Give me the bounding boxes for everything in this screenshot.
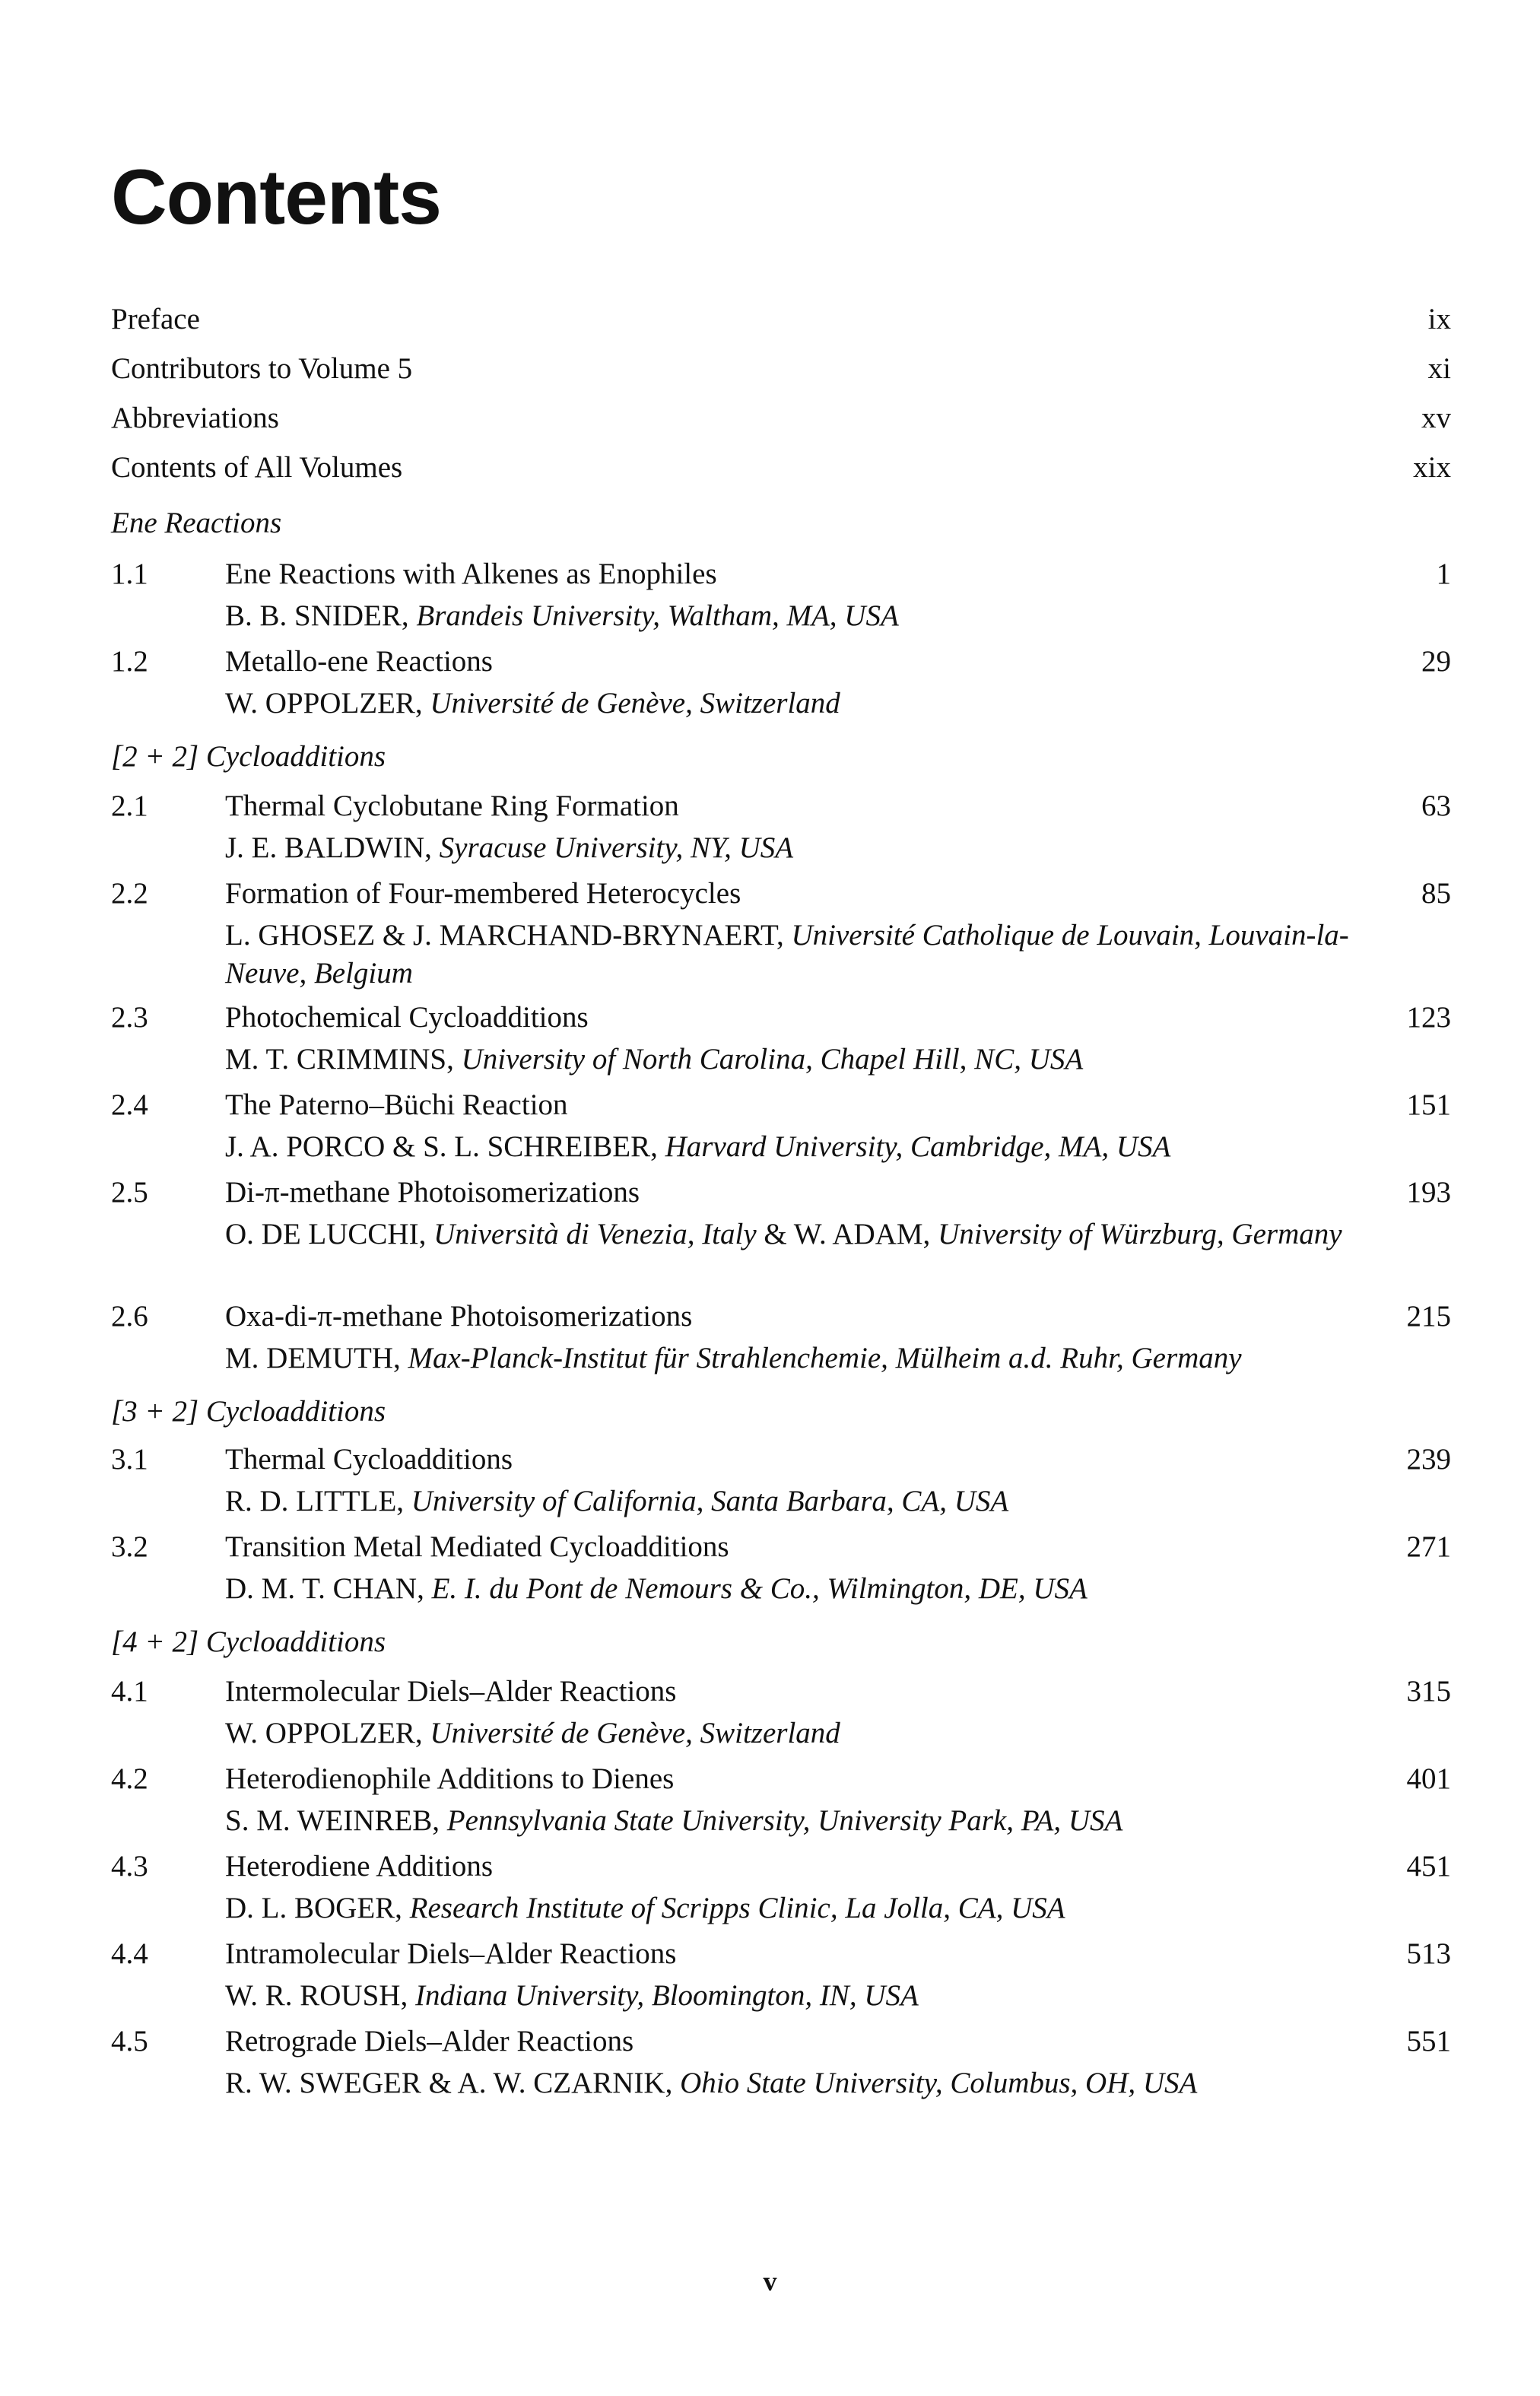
- author-names: M. T. CRIMMINS,: [225, 1043, 462, 1076]
- chapter-page: 85: [1421, 877, 1451, 910]
- author-names: W. OPPOLZER,: [225, 687, 430, 720]
- chapter-title: Ene Reactions with Alkenes as Enophiles: [225, 558, 717, 590]
- author-affiliation: University of North Carolina, Chapel Hill, NC, USA: [461, 1043, 1084, 1076]
- author-names: W. OPPOLZER,: [225, 1717, 430, 1749]
- chapter-title: Transition Metal Mediated Cycloadditions: [225, 1530, 729, 1563]
- author-names: R. W. SWEGER & A. W. CZARNIK,: [225, 2067, 681, 2099]
- chapter-number: 4.4: [111, 1937, 148, 1970]
- chapter-page: 63: [1421, 790, 1451, 822]
- toc-front-page: xv: [1421, 402, 1451, 434]
- author-names: L. GHOSEZ & J. MARCHAND-BRYNAERT,: [225, 919, 792, 952]
- author-names: J. A. PORCO & S. L. SCHREIBER,: [225, 1130, 665, 1163]
- toc-front-page: xi: [1427, 352, 1451, 385]
- chapter-number: 3.2: [111, 1530, 148, 1563]
- chapter-title: Retrograde Diels–Alder Reactions: [225, 2025, 634, 2058]
- chapter-authors: [225, 2064, 1411, 2102]
- chapter-title: Heterodienophile Additions to Dienes: [225, 1762, 675, 1795]
- author-names: W. R. ROUSH,: [225, 1979, 415, 2012]
- chapter-title: Thermal Cycloadditions: [225, 1443, 513, 1476]
- author-names: R. D. LITTLE,: [225, 1485, 411, 1517]
- chapter-authors: [225, 1714, 1411, 1753]
- author-affiliation: Indiana University, Bloomington, IN, USA: [414, 1979, 919, 2012]
- toc-section-heading: [2 + 2] Cycloadditions: [111, 740, 386, 773]
- chapter-authors: [225, 1041, 1411, 1079]
- chapter-authors: [225, 1977, 1411, 2015]
- author-affiliation: Research Institute of Scripps Clinic, La Jolla, CA, USA: [409, 1892, 1065, 1924]
- chapter-number: 2.4: [111, 1088, 148, 1121]
- chapter-page: 151: [1406, 1088, 1451, 1121]
- toc-front-label: Abbreviations: [111, 402, 279, 434]
- chapter-page: 551: [1406, 2025, 1451, 2058]
- chapter-page: 513: [1406, 1937, 1451, 1970]
- chapter-authors: [225, 1802, 1411, 1840]
- chapter-title: Thermal Cyclobutane Ring Formation: [225, 790, 679, 822]
- chapter-page: 123: [1406, 1001, 1451, 1034]
- toc-front-item[interactable]: [111, 304, 1451, 334]
- chapter-authors: [225, 1215, 1411, 1254]
- toc-front-item[interactable]: [111, 453, 1451, 482]
- author-affiliation: Harvard University, Cambridge, MA, USA: [665, 1130, 1171, 1163]
- author-names: S. M. WEINREB,: [225, 1804, 447, 1837]
- chapter-page: 1: [1436, 558, 1451, 590]
- chapter-number: 3.1: [111, 1443, 148, 1476]
- chapter-page: 193: [1406, 1176, 1451, 1209]
- chapter-authors: [225, 829, 1411, 867]
- chapter-page: 239: [1406, 1443, 1451, 1476]
- author-affiliation: University of Würzburg, Germany: [938, 1218, 1342, 1250]
- author-affiliation: Ohio State University, Columbus, OH, USA: [680, 2067, 1198, 2099]
- toc-front-label: Contents of All Volumes: [111, 451, 403, 484]
- toc-front-page: ix: [1427, 303, 1451, 335]
- toc-section-heading: [4 + 2] Cycloadditions: [111, 1625, 386, 1658]
- author-affiliation: Université Catholique de Louvain, Louvain-la-Neuve, Belgium: [225, 919, 1349, 990]
- toc-front-label: Contributors to Volume 5: [111, 352, 413, 385]
- chapter-authors: [225, 1570, 1411, 1608]
- chapter-number: 2.6: [111, 1300, 148, 1333]
- chapter-number: 1.1: [111, 558, 148, 590]
- chapter-number: 2.5: [111, 1176, 148, 1209]
- chapter-number: 4.3: [111, 1850, 148, 1883]
- chapter-title: Metallo-ene Reactions: [225, 645, 493, 678]
- toc-front-label: Preface: [111, 303, 200, 335]
- chapter-number: 1.2: [111, 645, 148, 678]
- author-names: O. DE LUCCHI,: [225, 1218, 434, 1250]
- author-affiliation: Max-Planck-Institut für Strahlenchemie, Mülheim a.d. Ruhr, Germany: [408, 1342, 1242, 1374]
- chapter-title: Oxa-di-π-methane Photoisomerizations: [225, 1300, 693, 1333]
- chapter-number: 4.5: [111, 2025, 148, 2058]
- toc-section-heading: [3 + 2] Cycloadditions: [111, 1395, 386, 1428]
- chapter-authors: [225, 1482, 1411, 1521]
- chapter-page: 315: [1406, 1675, 1451, 1708]
- chapter-authors: [225, 1889, 1411, 1927]
- chapter-title: Heterodiene Additions: [225, 1850, 494, 1883]
- chapter-authors: [225, 1128, 1411, 1166]
- chapter-number: 4.1: [111, 1675, 148, 1708]
- author-affiliation: Pennsylvania State University, University Park, PA, USA: [446, 1804, 1123, 1837]
- toc-front-page: xix: [1413, 451, 1451, 484]
- toc-section-heading: Ene Reactions: [111, 507, 282, 539]
- chapter-authors: [225, 597, 1411, 635]
- chapter-page: 451: [1406, 1850, 1451, 1883]
- author-names: B. B. SNIDER,: [225, 599, 417, 632]
- chapter-authors: [225, 1339, 1411, 1378]
- chapter-title: The Paterno–Büchi Reaction: [225, 1088, 568, 1121]
- page-number: v: [763, 2266, 777, 2296]
- author-names: J. E. BALDWIN,: [225, 831, 440, 864]
- author-names: D. L. BOGER,: [225, 1892, 410, 1924]
- chapter-title: Photochemical Cycloadditions: [225, 1001, 589, 1034]
- chapter-page: 29: [1421, 645, 1451, 678]
- author-affiliation: E. I. du Pont de Nemours & Co., Wilmington, DE, USA: [431, 1572, 1088, 1605]
- author-names: D. M. T. CHAN,: [225, 1572, 432, 1605]
- chapter-title: Formation of Four-membered Heterocycles: [225, 877, 741, 910]
- author-affiliation: Brandeis University, Waltham, MA, USA: [416, 599, 899, 632]
- chapter-number: 2.3: [111, 1001, 148, 1034]
- author-names: M. DEMUTH,: [225, 1342, 408, 1374]
- author-affiliation: Université de Genève, Switzerland: [430, 1717, 840, 1749]
- chapter-page: 271: [1406, 1530, 1451, 1563]
- author-affiliation: University of California, Santa Barbara, CA, USA: [411, 1485, 1009, 1517]
- page-title: Contents: [111, 154, 441, 240]
- author-names: & W. ADAM,: [756, 1218, 938, 1250]
- chapter-number: 2.2: [111, 877, 148, 910]
- toc-front-item[interactable]: [111, 403, 1451, 433]
- chapter-authors: [225, 685, 1411, 723]
- author-affiliation: Università di Venezia, Italy: [433, 1218, 757, 1250]
- chapter-page: 401: [1406, 1762, 1451, 1795]
- chapter-number: 4.2: [111, 1762, 148, 1795]
- chapter-title: Intramolecular Diels–Alder Reactions: [225, 1937, 677, 1970]
- chapter-number: 2.1: [111, 790, 148, 822]
- chapter-title: Intermolecular Diels–Alder Reactions: [225, 1675, 677, 1708]
- author-affiliation: Syracuse University, NY, USA: [439, 831, 794, 864]
- toc-front-item[interactable]: [111, 354, 1451, 383]
- author-affiliation: Université de Genève, Switzerland: [430, 687, 840, 720]
- chapter-authors: [225, 917, 1411, 993]
- chapter-title: Di-π-methane Photoisomerizations: [225, 1176, 640, 1209]
- chapter-page: 215: [1406, 1300, 1451, 1333]
